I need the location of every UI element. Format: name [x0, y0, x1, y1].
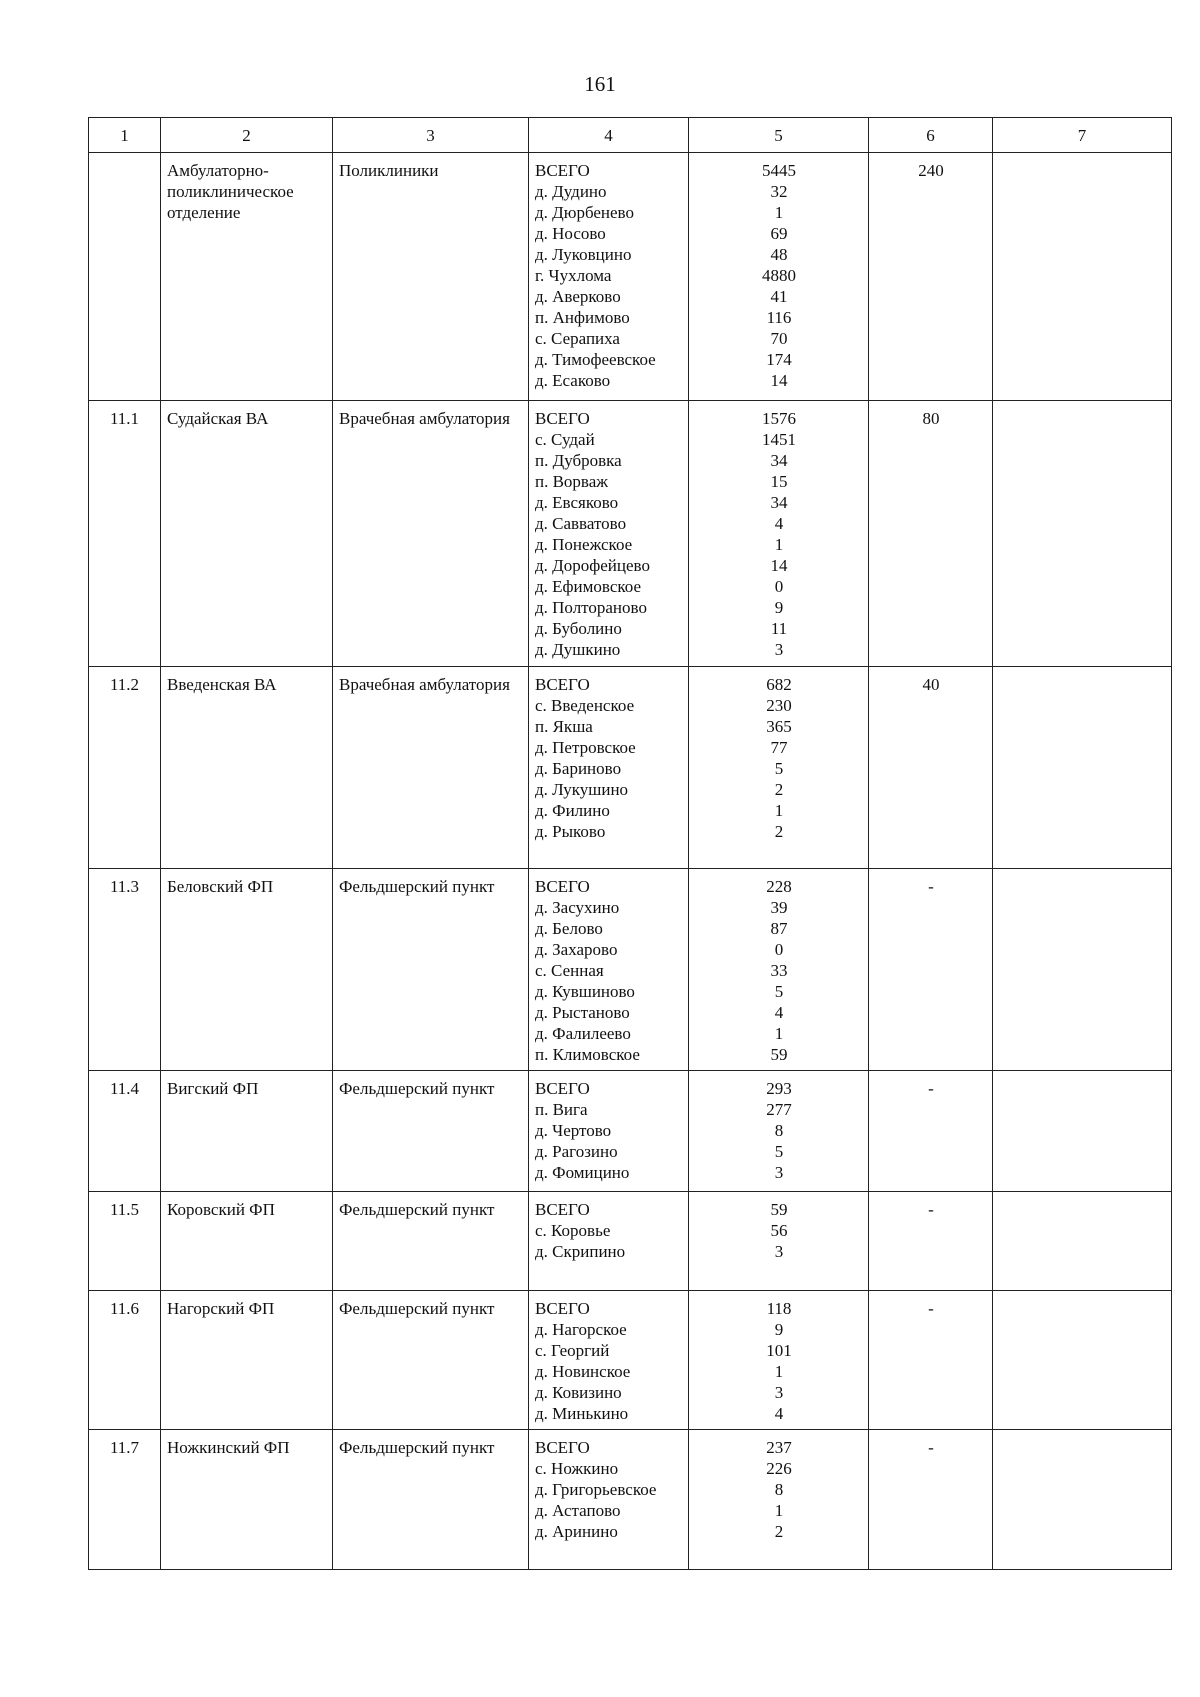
settlement-name: д. Ковизино — [535, 1383, 622, 1402]
capacity-cell — [869, 1071, 993, 1192]
facility-name: Введенская ВА — [167, 675, 277, 694]
column-7-cell — [993, 1430, 1172, 1570]
settlement-name: с. Судай — [535, 430, 595, 449]
settlement-name: ВСЕГО — [535, 1438, 590, 1457]
row-number: 11.1 — [109, 409, 140, 428]
header-row — [89, 118, 1172, 153]
population-value: 228 — [766, 877, 792, 896]
population-value: 0 — [774, 940, 784, 959]
settlement-name: д. Скрипино — [535, 1242, 626, 1261]
population-value: 70 — [770, 329, 788, 348]
population-value: 2 — [774, 780, 784, 799]
settlement-name: д. Тимофеевское — [535, 350, 656, 369]
settlement-name: д. Чертово — [535, 1121, 612, 1140]
facility-name-cell — [161, 1071, 333, 1192]
population-value: 59 — [770, 1045, 788, 1064]
row-number-cell — [89, 1192, 161, 1291]
facility-type: Фельдшерский пункт — [339, 877, 495, 896]
population-value: 41 — [770, 287, 788, 306]
population-value: 56 — [770, 1221, 788, 1240]
settlement-name: д. Савватово — [535, 514, 627, 533]
settlement-name: ВСЕГО — [535, 409, 590, 428]
population-value: 5445 — [762, 161, 796, 180]
settlement-name: д. Душкино — [535, 640, 621, 659]
population-cell — [689, 153, 869, 401]
settlement-name: ВСЕГО — [535, 1200, 590, 1219]
settlement-name: п. Анфимово — [535, 308, 630, 327]
population-value: 293 — [766, 1079, 792, 1098]
settlement-name: д. Понежское — [535, 535, 633, 554]
population-value: 14 — [770, 371, 788, 390]
facility-name-cell — [161, 869, 333, 1071]
facility-type-cell — [333, 1192, 529, 1291]
facility-name: Коровский ФП — [167, 1200, 275, 1219]
row-number: 11.3 — [109, 877, 140, 896]
column-header: 1 — [89, 118, 161, 153]
facility-name-cell — [161, 667, 333, 869]
settlement-name: д. Рыстаново — [535, 1003, 630, 1022]
population-value: 3 — [774, 1163, 784, 1182]
population-value: 101 — [766, 1341, 792, 1360]
facility-type: Фельдшерский пункт — [339, 1200, 495, 1219]
population-value: 3 — [774, 1383, 784, 1402]
population-value: 1 — [774, 203, 784, 222]
capacity-value: - — [928, 1438, 934, 1457]
facility-name-cell — [161, 153, 333, 401]
column-header: 3 — [333, 118, 529, 153]
capacity-value: 40 — [922, 675, 940, 694]
population-value: 15 — [770, 472, 788, 491]
facilities-table — [88, 117, 1172, 1570]
column-7-cell — [993, 1071, 1172, 1192]
settlement-name: с. Серапиха — [535, 329, 620, 348]
facility-name-cell — [161, 1192, 333, 1291]
population-value: 682 — [766, 675, 792, 694]
facility-name: Беловский ФП — [167, 877, 274, 896]
row-number-cell — [89, 1291, 161, 1430]
population-value: 0 — [774, 577, 784, 596]
settlement-name: д. Дюрбенево — [535, 203, 634, 222]
column-header: 7 — [993, 118, 1172, 153]
population-value: 237 — [766, 1438, 792, 1457]
capacity-cell — [869, 401, 993, 667]
population-value: 5 — [774, 1142, 784, 1161]
settlement-name: д. Астапово — [535, 1501, 621, 1520]
capacity-cell — [869, 153, 993, 401]
settlement-name: д. Полтораново — [535, 598, 647, 617]
column-header: 5 — [689, 118, 869, 153]
facility-type-cell — [333, 1291, 529, 1430]
population-value: 1576 — [762, 409, 796, 428]
population-value: 9 — [774, 598, 784, 617]
settlement-name: с. Введенское — [535, 696, 635, 715]
population-value: 69 — [770, 224, 788, 243]
capacity-value: - — [928, 1200, 934, 1219]
capacity-value: - — [928, 877, 934, 896]
facility-name-cell — [161, 1291, 333, 1430]
settlement-name: д. Аверково — [535, 287, 621, 306]
settlement-name: п. Дубровка — [535, 451, 622, 470]
settlement-name: д. Луковцино — [535, 245, 632, 264]
population-value: 4 — [774, 514, 784, 533]
settlement-name: д. Рагозино — [535, 1142, 618, 1161]
population-value: 174 — [766, 350, 792, 369]
facility-type: Врачебная амбулатория — [339, 409, 510, 428]
population-cell — [689, 1291, 869, 1430]
population-value: 116 — [766, 308, 792, 327]
population-value: 1451 — [762, 430, 796, 449]
column-header: 4 — [529, 118, 689, 153]
settlement-name: п. Ворваж — [535, 472, 609, 491]
population-cell — [689, 1071, 869, 1192]
settlement-name: д. Захарово — [535, 940, 618, 959]
column-7-cell — [993, 667, 1172, 869]
population-cell — [689, 869, 869, 1071]
population-value: 11 — [770, 619, 788, 638]
capacity-value: - — [928, 1079, 934, 1098]
settlement-name: д. Филино — [535, 801, 610, 820]
population-value: 14 — [770, 556, 788, 575]
facility-type: Фельдшерский пункт — [339, 1079, 495, 1098]
settlements-cell — [529, 153, 689, 401]
capacity-cell — [869, 869, 993, 1071]
table-row — [89, 1291, 1172, 1430]
capacity-cell — [869, 667, 993, 869]
row-number-cell — [89, 869, 161, 1071]
column-7-cell — [993, 1192, 1172, 1291]
facility-type-cell — [333, 401, 529, 667]
settlement-name: д. Ефимовское — [535, 577, 642, 596]
table-row — [89, 153, 1172, 401]
population-value: 2 — [774, 1522, 784, 1541]
population-value: 4 — [774, 1003, 784, 1022]
settlement-name: ВСЕГО — [535, 1299, 590, 1318]
settlement-name: п. Климовское — [535, 1045, 640, 1064]
capacity-cell — [869, 1291, 993, 1430]
population-value: 8 — [774, 1480, 784, 1499]
population-value: 4880 — [762, 266, 796, 285]
settlement-name: п. Якша — [535, 717, 593, 736]
settlement-name: д. Новинское — [535, 1362, 631, 1381]
population-value: 3 — [774, 640, 784, 659]
population-value: 3 — [774, 1242, 784, 1261]
settlement-name: д. Есаково — [535, 371, 611, 390]
settlement-name: д. Евсяково — [535, 493, 619, 512]
facility-name: Нагорский ФП — [167, 1299, 275, 1318]
population-value: 9 — [774, 1320, 784, 1339]
settlement-name: д. Григорьевское — [535, 1480, 657, 1499]
population-value: 34 — [770, 493, 788, 512]
column-header: 2 — [161, 118, 333, 153]
table-row — [89, 401, 1172, 667]
column-7-cell — [993, 401, 1172, 667]
population-value: 277 — [766, 1100, 792, 1119]
population-value: 32 — [770, 182, 788, 201]
settlement-name: д. Лукушино — [535, 780, 629, 799]
population-value: 2 — [774, 822, 784, 841]
row-number: 11.4 — [109, 1079, 140, 1098]
settlements-cell — [529, 401, 689, 667]
settlement-name: д. Дудино — [535, 182, 607, 201]
table-row — [89, 1192, 1172, 1291]
capacity-value: 240 — [918, 161, 944, 180]
population-value: 1 — [774, 1501, 784, 1520]
row-number: 11.2 — [109, 675, 140, 694]
facility-type: Врачебная амбулатория — [339, 675, 510, 694]
population-value: 77 — [770, 738, 788, 757]
population-value: 1 — [774, 801, 784, 820]
capacity-cell — [869, 1430, 993, 1570]
settlement-name: с. Ножкино — [535, 1459, 619, 1478]
settlement-name: д. Фомицино — [535, 1163, 630, 1182]
settlement-name: д. Засухино — [535, 898, 620, 917]
facility-name-cell — [161, 1430, 333, 1570]
row-number: 11.5 — [109, 1200, 140, 1219]
population-cell — [689, 1430, 869, 1570]
settlement-name: д. Петровское — [535, 738, 636, 757]
settlements-cell — [529, 1071, 689, 1192]
table-row — [89, 869, 1172, 1071]
facility-type-cell — [333, 1071, 529, 1192]
settlement-name: г. Чухлома — [535, 266, 612, 285]
row-number: 11.6 — [109, 1299, 140, 1318]
settlement-name: ВСЕГО — [535, 1079, 590, 1098]
capacity-cell — [869, 1192, 993, 1291]
settlement-name: д. Дорофейцево — [535, 556, 650, 575]
population-value: 118 — [766, 1299, 792, 1318]
population-cell — [689, 401, 869, 667]
facility-type: Фельдшерский пункт — [339, 1299, 495, 1318]
column-7-cell — [993, 1291, 1172, 1430]
row-number-cell — [89, 1430, 161, 1570]
row-number-cell — [89, 401, 161, 667]
population-cell — [689, 667, 869, 869]
population-value: 1 — [774, 535, 784, 554]
population-value: 4 — [774, 1404, 784, 1423]
settlements-cell — [529, 1430, 689, 1570]
facility-type-cell — [333, 667, 529, 869]
settlement-name: ВСЕГО — [535, 675, 590, 694]
settlements-cell — [529, 1192, 689, 1291]
population-value: 87 — [770, 919, 788, 938]
population-cell — [689, 1192, 869, 1291]
population-value: 1 — [774, 1024, 784, 1043]
settlement-name: с. Коровье — [535, 1221, 611, 1240]
facility-type-cell — [333, 1430, 529, 1570]
population-value: 33 — [770, 961, 788, 980]
settlement-name: д. Аринино — [535, 1522, 618, 1541]
table-row — [89, 1430, 1172, 1570]
settlement-name: д. Рыково — [535, 822, 606, 841]
facility-name: Ножкинский ФП — [167, 1438, 290, 1457]
settlement-name: с. Сенная — [535, 961, 604, 980]
table-row — [89, 667, 1172, 869]
settlement-name: д. Минькино — [535, 1404, 629, 1423]
settlement-name: д. Белово — [535, 919, 603, 938]
population-value: 365 — [766, 717, 792, 736]
facility-name: Вигский ФП — [167, 1079, 259, 1098]
facility-name-cell — [161, 401, 333, 667]
settlement-name: ВСЕГО — [535, 161, 590, 180]
settlement-name: д. Буболино — [535, 619, 622, 638]
population-value: 5 — [774, 982, 784, 1001]
settlement-name: д. Кувшиново — [535, 982, 635, 1001]
table-row — [89, 1071, 1172, 1192]
facility-name: Амбулаторно-поликлиническое отделение — [167, 161, 294, 222]
row-number-cell — [89, 153, 161, 401]
facility-name: Судайская ВА — [167, 409, 269, 428]
population-value: 1 — [774, 1362, 784, 1381]
facility-type-cell — [333, 869, 529, 1071]
capacity-value: - — [928, 1299, 934, 1318]
settlements-cell — [529, 1291, 689, 1430]
population-value: 226 — [766, 1459, 792, 1478]
settlement-name: д. Носово — [535, 224, 606, 243]
population-value: 230 — [766, 696, 792, 715]
page-number: 161 — [584, 72, 616, 96]
population-value: 59 — [770, 1200, 788, 1219]
row-number: 11.7 — [109, 1438, 140, 1457]
population-value: 48 — [770, 245, 788, 264]
settlement-name: д. Нагорское — [535, 1320, 627, 1339]
settlement-name: п. Вига — [535, 1100, 588, 1119]
population-value: 8 — [774, 1121, 784, 1140]
settlement-name: ВСЕГО — [535, 877, 590, 896]
settlement-name: с. Георгий — [535, 1341, 610, 1360]
capacity-value: 80 — [922, 409, 940, 428]
settlements-cell — [529, 667, 689, 869]
row-number-cell — [89, 1071, 161, 1192]
facility-type: Поликлиники — [339, 161, 439, 180]
column-7-cell — [993, 153, 1172, 401]
column-7-cell — [993, 869, 1172, 1071]
row-number-cell — [89, 667, 161, 869]
settlements-cell — [529, 869, 689, 1071]
population-value: 39 — [770, 898, 788, 917]
settlement-name: д. Фалилеево — [535, 1024, 631, 1043]
population-value: 5 — [774, 759, 784, 778]
facility-type: Фельдшерский пункт — [339, 1438, 495, 1457]
column-header: 6 — [869, 118, 993, 153]
settlement-name: д. Бариново — [535, 759, 622, 778]
facility-type-cell — [333, 153, 529, 401]
population-value: 34 — [770, 451, 788, 470]
